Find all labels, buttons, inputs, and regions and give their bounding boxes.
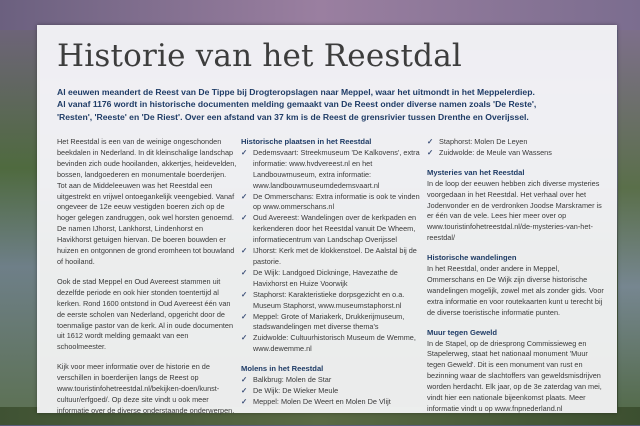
list-item: ✓ IJhorst: Kerk met de klokkenstoel. De Aalstal bij de pastorie.: [241, 246, 417, 266]
list-item: ✓ Oud Avereest: Wandelingen over de kerkpaden en kerkenderen door het Reestdal vanuit De Wheem, informatiecentrum van Landschap Overijssel: [241, 213, 417, 245]
checkmark-icon: ✓: [241, 213, 248, 223]
intro-line: Al vanaf 1176 wordt in historische documenten melding gemaakt van De Reest onder diverse namen zoals 'De Reste',: [57, 99, 537, 110]
list-item: ✓ Zuidwolde: Cultuurhistorisch Museum de Wemme, www.dewemme.nl: [241, 333, 416, 354]
checkmark-icon: ✓: [241, 396, 248, 406]
column-history: [57, 137, 237, 426]
places-list: [241, 148, 423, 355]
list-item: ✓ Staphorst: Karakteristieke dorpsgezicht en o.a. Museum Staphorst, www.museumstaphorst.nl: [241, 289, 405, 310]
heading-historical-places: Historische plaatsen in het Reestdal: [241, 137, 372, 146]
mills-list: [241, 375, 423, 408]
background-landscape-left: [0, 30, 40, 425]
list-item: ✓ De Wijk: Landgoed Dickninge, Havezathe de Havixhorst en Huize Voorwijk: [241, 267, 398, 288]
intro-line: 'Resten', 'Reeste' en 'De Riest'. Over een afstand van 37 km is de Reest de grensrivier tussen Drenthe en Overijssel.: [57, 111, 529, 122]
paragraph-walks: In het Reestdal, onder andere in Meppel, Ommerschans en De Wijk zijn diverse historische wandelingen mogelijk, zowel met als zonder gids. Voor extra informatie en voor routekaarten kunt u terecht bij de diverse toeristische informatie punten.: [427, 264, 604, 317]
paragraph-meppel: Ook de stad Meppel en Oud Avereest stammen uit dezelfde periode en ook hier stonden toentertijd al kerken. Rond 1600 ontstond in Oud Avereest één van de eerste scholen van Nederland, opgericht door de toenmalige pastor van de kerk. Al in oude documenten uit 1612 wordt melding gemaakt van een schoolmeester.: [57, 276, 234, 352]
checkmark-icon: ✓: [241, 385, 248, 395]
information-sign: [37, 25, 617, 413]
list-item: ✓ Dedemsvaart: Streekmuseum 'De Kalkovens', extra informatie: www.hvdvereest.nl en het Landbouwmuseum, extra informatie: www.landbouwmuseumdedemsvaart.nl: [241, 147, 420, 190]
list-item: ✓ De Wijk: De Wieker Meule: [241, 385, 339, 395]
list-item: ✓ Meppel: Molen De Weert en Molen De Vlijt: [241, 396, 391, 406]
heading-wall-against-violence: Muur tegen Geweld: [427, 327, 498, 337]
intro-line: Al eeuwen meandert de Reest van De Tippe bij Drogteropslagen naar Meppel, waar het uitmondt in het Meppelerdiep.: [57, 87, 535, 97]
checkmark-icon: ✓: [427, 147, 434, 157]
list-item: ✓ Staphorst: Molen De Leyen: [427, 137, 528, 146]
checkmark-icon: ✓: [241, 246, 248, 256]
list-item: ✓ Meppel: Grote of Mariakerk, Drukkerijmuseum, stadswandelingen met diverse thema's: [241, 311, 405, 332]
list-item: ✓ De Ommerschans: Extra informatie is ook te vinden op www.ommerschans.nl: [241, 191, 420, 212]
sign-title: Historie van het Reestdal: [57, 38, 462, 74]
checkmark-icon: ✓: [241, 375, 248, 385]
checkmark-icon: ✓: [241, 267, 248, 277]
checkmark-icon: ✓: [241, 311, 248, 321]
paragraph-mysteries: In de loop der eeuwen hebben zich diverse mysteries voorgedaan in het Reestdal. Het verhaal over het Jodenvonder en de verdronken Joodse Marskramer is er één van de vele. Lees hier meer over op www.touristinfohetreestdal.nl/de-mysteries-van-het-reestdal/: [427, 178, 602, 243]
list-item: ✓ Zuidwolde: de Meule van Wassens: [427, 147, 552, 157]
background-landscape-right: [618, 30, 640, 425]
checkmark-icon: ✓: [241, 147, 248, 157]
paragraph-more-info: Kijk voor meer informatie over de historie en de verschillen in boerderijen langs de Reest op www.touristinfohetreestdal.nl/bekijken-doen/kunst-cultuur/erfgoed/. Op deze site vindt u ook meer informatie over de diverse onderstaande onderwerpen.: [57, 362, 235, 415]
mills-list-continued: [427, 137, 607, 159]
checkmark-icon: ✓: [241, 191, 248, 201]
paragraph-wall-against-violence: In de Stapel, op de driesprong Commissieweg en Stapelerweg, staat het nationaal monument 'Muur tegen Geweld'. Dit is een monument van rust en bezinning waar de slachtoffers van geweldsmisdrijven worden herdacht. Elk jaar, op de 3e zaterdag van mei, vindt hier een nationale bijeenkomst plaats. Meer informatie vindt u op www.fnpnederland.nl: [427, 338, 602, 413]
paragraph-reestdal: Het Reestdal is een van de weinige ongeschonden beekdalen in Nederland. In dit kleinschalige landschap bevinden zich oude hooilanden, akkertjes, heidevelden, bossen, landgoederen en monumentale boerderijen. Tot aan de Middeleeuwen was het Reestdal een uitgestrekt en vrijwel ontoegankelijk veengebied. Vanaf ongeveer de 12e eeuw vestigden boeren zich op de hoger gelegen zandruggen, ook wel horsten genoemd. De namen IJhorst, Lankhorst, Lindenhorst en Havikhorst getuigen hiervan. De boeren bouwden er huizen en ontgonnen de grond eromheen tot bouwland of hooiland.: [57, 137, 237, 266]
intro-text: [57, 86, 605, 123]
column-places: [241, 137, 423, 408]
list-item: ✓ Balkbrug: Molen de Star: [241, 375, 332, 385]
checkmark-icon: ✓: [241, 289, 248, 299]
heading-walks: Historische wandelingen: [427, 253, 517, 263]
heading-mysteries: Mysteries van het Reestdal: [427, 167, 525, 177]
heading-mills: Molens in het Reestdal: [241, 364, 324, 374]
column-mysteries: [427, 137, 607, 424]
checkmark-icon: ✓: [427, 137, 434, 146]
checkmark-icon: ✓: [241, 333, 248, 343]
